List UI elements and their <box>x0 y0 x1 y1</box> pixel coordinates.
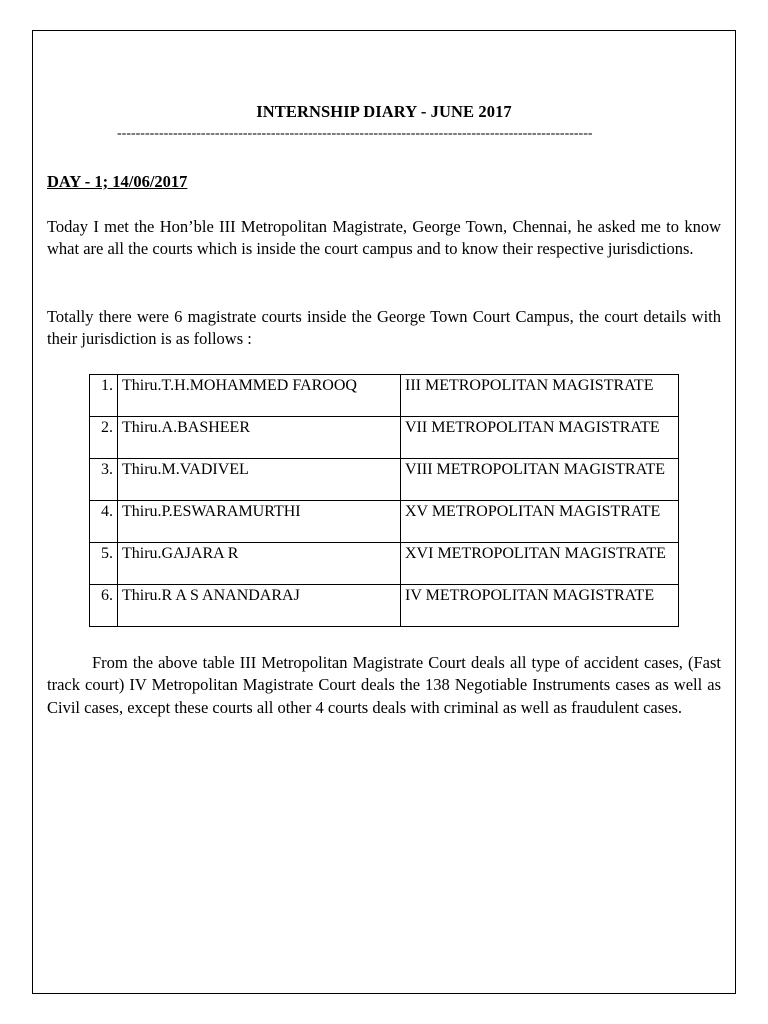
magistrate-name: Thiru.P.ESWARAMURTHI <box>118 501 401 543</box>
magistrate-name: Thiru.R A S ANANDARAJ <box>118 585 401 627</box>
dashed-rule: ------------------------------------------------------------------------------------------------------ <box>117 126 593 141</box>
paragraph-intro: Today I met the Hon’ble III Metropolitan Magistrate, George Town, Chennai, he asked me to know what are all the courts which is inside the court campus and to know their respective jurisdictions. <box>47 217 721 259</box>
table-row <box>90 501 679 543</box>
court-name: III METROPOLITAN MAGISTRATE <box>401 375 679 417</box>
row-number: 5. <box>90 543 118 585</box>
table-row <box>90 375 679 417</box>
court-name: VIII METROPOLITAN MAGISTRATE <box>401 459 679 501</box>
court-name: XVI METROPOLITAN MAGISTRATE <box>401 543 679 585</box>
paragraph-courts-summary: Totally there were 6 magistrate courts inside the George Town Court Campus, the court details with their jurisdiction is as follows : <box>47 307 721 349</box>
paragraph-conclusion: From the above table III Metropolitan Magistrate Court deals all type of accident cases, (Fast track court) IV Metropolitan Magistrate Court deals the 138 Negotiable Instruments cases as well as Civil cases, except these courts all other 4 courts deals with criminal as well as fraudulent cases. <box>47 653 721 717</box>
court-name: XV METROPOLITAN MAGISTRATE <box>401 501 679 543</box>
court-name: VII METROPOLITAN MAGISTRATE <box>401 417 679 459</box>
magistrate-name: Thiru.GAJARA R <box>118 543 401 585</box>
table-row <box>90 417 679 459</box>
row-number: 3. <box>90 459 118 501</box>
table-row <box>90 543 679 585</box>
courts-table <box>89 374 679 627</box>
court-name: IV METROPOLITAN MAGISTRATE <box>401 585 679 627</box>
magistrate-name: Thiru.M.VADIVEL <box>118 459 401 501</box>
table-row <box>90 459 679 501</box>
row-number: 6. <box>90 585 118 627</box>
row-number: 4. <box>90 501 118 543</box>
document-title: INTERNSHIP DIARY - JUNE 2017 <box>256 102 512 121</box>
row-number: 2. <box>90 417 118 459</box>
magistrate-name: Thiru.T.H.MOHAMMED FAROOQ <box>118 375 401 417</box>
row-number: 1. <box>90 375 118 417</box>
day-heading: DAY - 1; 14/06/2017 <box>47 172 188 191</box>
magistrate-name: Thiru.A.BASHEER <box>118 417 401 459</box>
table-row <box>90 585 679 627</box>
